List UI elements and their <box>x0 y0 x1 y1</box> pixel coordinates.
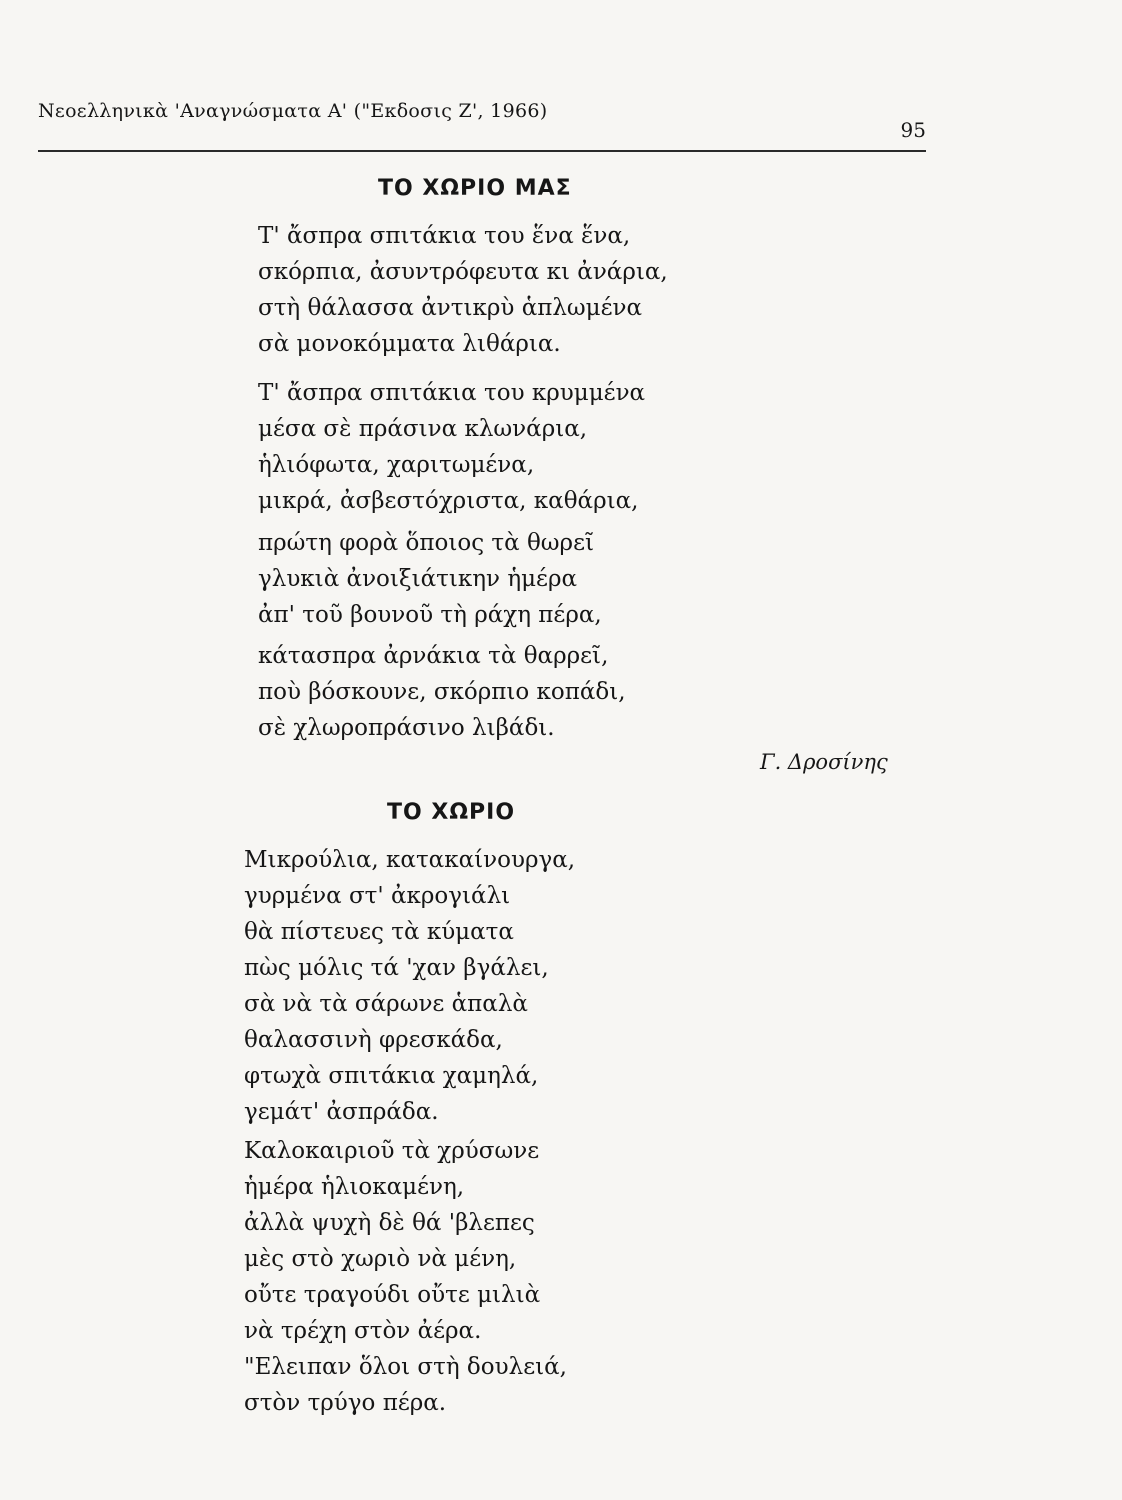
verse-line: Καλοκαιριοῦ τὰ χρύσωνε <box>244 1138 540 1164</box>
verse-line: "Ελειπαν ὅλοι στὴ δουλειά, <box>244 1354 567 1380</box>
verse-line: ἀλλὰ ψυχὴ δὲ θά 'βλεπες <box>244 1210 535 1236</box>
verse-line: σὰ νὰ τὰ σάρωνε ἁπαλὰ <box>244 991 528 1017</box>
verse-line: μὲς στὸ χωριὸ νὰ μένη, <box>244 1246 517 1272</box>
verse-line: νὰ τρέχη στὸν ἀέρα. <box>244 1318 482 1344</box>
verse-line: σκόρπια, ἀσυντρόφευτα κι ἀνάρια, <box>258 259 668 285</box>
stanza <box>258 525 602 633</box>
verse-line: πὼς μόλις τά 'χαν βγάλει, <box>244 955 549 981</box>
verse-line: Μικρούλια, κατακαίνουργα, <box>244 847 576 873</box>
verse-line: φτωχὰ σπιτάκια χαμηλά, <box>244 1063 539 1089</box>
poem-author: Γ. Δροσίνης <box>760 750 888 774</box>
verse-line: ἀπ' τοῦ βουνοῦ τὴ ράχη πέρα, <box>258 602 602 628</box>
running-header <box>38 100 926 152</box>
header-source: Νεοελληνικὰ 'Αναγνώσματα Α' ("Εκδοσις Ζ', 1966) <box>38 100 548 122</box>
verse-line: θαλασσινὴ φρεσκάδα, <box>244 1027 503 1053</box>
poem-title: ΤΟ ΧΩΡΙΟ ΜΑΣ <box>378 176 572 201</box>
verse-line: γυρμένα στ' ἀκρογιάλι <box>244 883 511 909</box>
verse-line: Τ' ἄσπρα σπιτάκια του κρυμμένα <box>258 380 646 406</box>
verse-line: ἡλιόφωτα, χαριτωμένα, <box>258 452 535 478</box>
stanza <box>258 375 645 519</box>
verse-line: ἡμέρα ἡλιοκαμένη, <box>244 1174 465 1200</box>
stanza <box>244 1133 567 1421</box>
verse-line: γεμάτ' ἀσπράδα. <box>244 1099 439 1125</box>
verse-line: σὲ χλωροπράσινο λιβάδι. <box>258 715 555 741</box>
verse-line: μέσα σὲ πράσινα κλωνάρια, <box>258 416 588 442</box>
verse-line: πρώτη φορὰ ὅποιος τὰ θωρεῖ <box>258 530 595 556</box>
verse-line: γλυκιὰ ἀνοιξιάτικην ἡμέρα <box>258 566 578 592</box>
verse-line: Τ' ἄσπρα σπιτάκια του ἕνα ἕνα, <box>258 223 631 249</box>
verse-line: μικρά, ἀσβεστόχριστα, καθάρια, <box>258 488 639 514</box>
verse-line: οὔτε τραγούδι οὔτε μιλιὰ <box>244 1282 541 1308</box>
stanza <box>258 638 626 746</box>
verse-line: ποὺ βόσκουνε, σκόρπιο κοπάδι, <box>258 679 626 705</box>
verse-line: στὸν τρύγο πέρα. <box>244 1390 447 1416</box>
verse-line: σὰ μονοκόμματα λιθάρια. <box>258 331 561 357</box>
verse-line: κάτασπρα ἀρνάκια τὰ θαρρεῖ, <box>258 643 609 669</box>
stanza <box>244 842 575 1130</box>
verse-line: στὴ θάλασσα ἀντικρὺ ἁπλωμένα <box>258 295 643 321</box>
verse-line: θὰ πίστευες τὰ κύματα <box>244 919 514 945</box>
poem-title: ΤΟ ΧΩΡΙΟ <box>387 800 516 825</box>
stanza <box>258 218 668 362</box>
page-number: 95 <box>900 118 926 142</box>
